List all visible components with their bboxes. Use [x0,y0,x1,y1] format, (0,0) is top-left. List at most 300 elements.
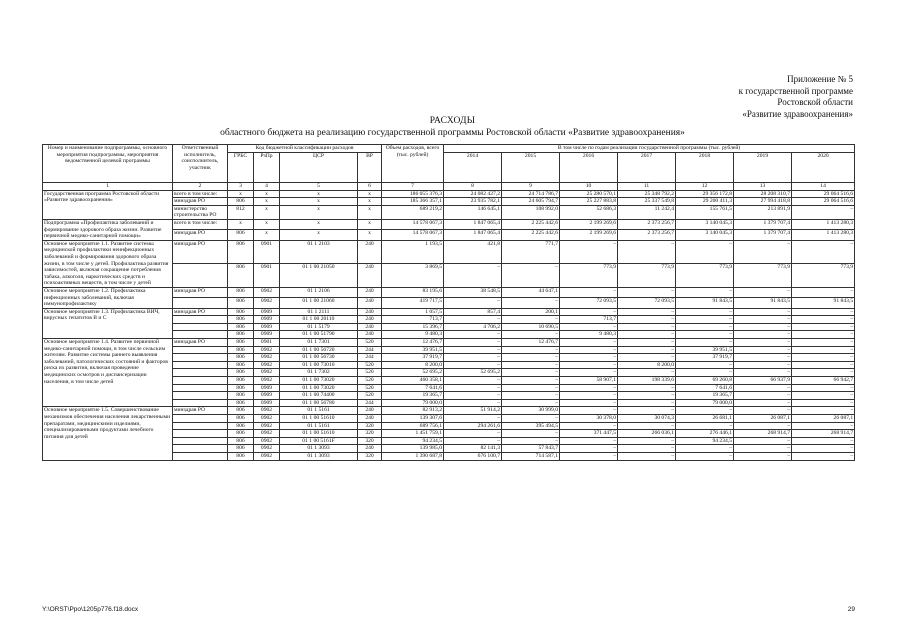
amount-cell: 12 476,7 [502,339,560,347]
amount-cell: 66 942,7 [792,377,855,385]
amount-cell: – [792,407,855,415]
amount-cell: 714 587,1 [502,452,560,460]
program-name-cell: Основное мероприятие 1.3. Профилактика ВИЧ, вирусных гепатитов В и С [43,308,173,338]
code-cell: 240 [358,240,382,264]
code-cell: 0909 [254,331,280,339]
executor-cell [173,377,228,385]
code-cell: х [280,190,358,198]
amount-cell: – [502,354,560,362]
code-cell: 01 1 00 21060 [280,298,358,308]
table-row [43,190,855,198]
amount-cell: – [560,445,618,453]
header-years-group: В том числе по годам реализации государственной программы (тыс. рублей) [444,145,855,153]
code-cell: 806 [228,264,254,288]
code-cell: х [358,230,382,240]
amount-cell: 25 337 549,8 [618,198,676,206]
amount-cell: – [734,369,792,377]
amount-cell: – [560,287,618,297]
amount-cell: – [444,316,502,324]
executor-cell [173,399,228,407]
amount-cell: – [734,339,792,347]
executor-cell [173,264,228,288]
amount-cell: 19 365,7 [382,392,444,400]
table-row [43,240,855,264]
code-cell: 806 [228,308,254,316]
amount-cell: – [444,377,502,385]
amount-cell: – [792,316,855,324]
amount-cell: 39 951,5 [382,346,444,354]
code-cell: 240 [358,264,382,288]
amount-cell: – [734,422,792,430]
amount-cell: 773,9 [560,264,618,288]
executor-cell: минздрав РО [173,230,228,240]
amount-cell: 276 446,1 [676,430,734,438]
amount-cell: – [618,331,676,339]
amount-cell: 25 348 792,2 [618,190,676,198]
amount-cell: – [618,422,676,430]
executor-cell [173,430,228,438]
code-cell: 520 [358,384,382,392]
header-year: 2019 [734,153,792,183]
code-cell: 320 [358,430,382,438]
amount-cell: – [502,392,560,400]
amount-cell: 773,9 [792,264,855,288]
amount-cell: – [618,392,676,400]
code-cell: х [358,190,382,198]
amount-cell: 12 476,7 [382,339,444,347]
amount-cell: 139 985,0 [382,445,444,453]
code-cell: 806 [228,384,254,392]
code-cell: х [254,230,280,240]
code-cell: 0901 [254,264,280,288]
amount-cell: 52 695,2 [444,369,502,377]
code-cell: 01 1 00 51610 [280,415,358,423]
budget-table [42,144,855,461]
executor-cell [173,346,228,354]
header-year: 2017 [618,153,676,183]
amount-cell: 268 914,7 [792,430,855,438]
amount-cell: – [444,264,502,288]
code-cell: 0902 [254,369,280,377]
amount-cell: – [560,240,618,264]
amount-cell: 198 339,6 [618,377,676,385]
amount-cell: 139 307,6 [382,415,444,423]
amount-cell: 8 200,0 [382,361,444,369]
code-cell: 01 1 00 73020 [280,384,358,392]
amount-cell: – [792,240,855,264]
amount-cell: 1 847 065,4 [444,230,502,240]
document-path: Y:\ORST\Ppo\1205p776.f18.docx [42,606,139,613]
amount-cell: 1 057,5 [382,308,444,316]
executor-cell [173,392,228,400]
amount-cell: 26 087,1 [734,415,792,423]
amount-cell: – [734,445,792,453]
code-cell: 806 [228,407,254,415]
amount-cell: 26 681,1 [676,415,734,423]
code-cell: 240 [358,323,382,331]
amount-cell: – [676,323,734,331]
column-number: 9 [502,183,560,191]
amount-cell: – [560,323,618,331]
amount-cell: – [676,316,734,324]
amount-cell: – [734,392,792,400]
amount-cell: – [792,384,855,392]
code-cell: 01 1 00 51610 [280,430,358,438]
amount-cell: 213 891,9 [734,205,792,219]
amount-cell: – [618,308,676,316]
column-number: 1 [43,183,173,191]
amount-cell: 24 714 786,7 [502,190,560,198]
amount-cell: 26 087,1 [792,415,855,423]
code-cell: 806 [228,399,254,407]
amount-cell: 14 578 067,3 [382,230,444,240]
code-cell: 520 [358,392,382,400]
table-row [43,287,855,297]
amount-cell: – [444,399,502,407]
amount-cell: – [792,205,855,219]
amount-cell: 1 193,5 [382,240,444,264]
amount-cell: – [502,316,560,324]
amount-cell: – [444,361,502,369]
amount-cell: – [792,308,855,316]
code-cell: 0902 [254,437,280,445]
amount-cell: 155 761,5 [676,205,734,219]
program-name-cell: Государственная программа Ростовской области «Развитие здравоохранения» [43,190,173,219]
amount-cell: – [560,422,618,430]
amount-cell: – [734,452,792,460]
amount-cell: – [502,399,560,407]
header-year: 2018 [676,153,734,183]
code-cell: 0902 [254,287,280,297]
amount-cell: – [560,346,618,354]
amount-cell: 72 093,5 [560,298,618,308]
amount-cell: 676 100,7 [444,452,502,460]
amount-cell: 51 914,2 [444,407,502,415]
amount-cell: 91 843,5 [676,298,734,308]
amount-cell: 69 260,8 [676,377,734,385]
amount-cell: – [734,308,792,316]
amount-cell: – [734,240,792,264]
code-cell: 01 1 00 51790 [280,331,358,339]
amount-cell: 29 064 516,6 [792,198,855,206]
code-cell: 806 [228,331,254,339]
executor-cell [173,452,228,460]
amount-cell: 38 548,5 [444,287,502,297]
code-cell: 320 [358,422,382,430]
code-cell: 0909 [254,323,280,331]
amount-cell: 23 935 782,1 [444,198,502,206]
amount-cell: – [792,323,855,331]
code-cell: 01 1 5179 [280,323,358,331]
amount-cell: – [444,415,502,423]
code-cell: х [280,219,358,229]
amount-cell: – [618,445,676,453]
code-cell: 240 [358,287,382,297]
amount-cell: – [502,437,560,445]
code-cell: х [228,190,254,198]
code-cell: х [358,219,382,229]
amount-cell: 1 390 687,8 [382,452,444,460]
amount-cell: 9 480,3 [560,331,618,339]
amount-cell: 30 999,0 [502,407,560,415]
amount-cell: 689 756,1 [382,422,444,430]
code-cell: 0909 [254,316,280,324]
code-cell: 0902 [254,452,280,460]
amount-cell: 460 358,1 [382,377,444,385]
amount-cell: 421,8 [444,240,502,264]
amount-cell: 27 994 418,8 [734,198,792,206]
code-cell: х [254,198,280,206]
code-cell: 806 [228,316,254,324]
amount-cell: – [560,369,618,377]
code-cell: 01 1 7301 [280,339,358,347]
code-cell: 806 [228,377,254,385]
amount-cell: – [560,339,618,347]
amount-cell: – [444,437,502,445]
amount-cell: – [734,323,792,331]
amount-cell: 2 225 442,6 [502,219,560,229]
amount-cell: 37 919,7 [676,354,734,362]
amount-cell: 146 645,1 [444,205,502,219]
amount-cell: – [618,399,676,407]
amount-cell: 79 000,0 [382,399,444,407]
amount-cell: – [444,346,502,354]
code-cell: х [228,219,254,229]
page-number: 29 [847,606,855,613]
amount-cell: 1 379 707,4 [734,230,792,240]
code-cell: 806 [228,230,254,240]
amount-cell: – [792,437,855,445]
header-code-group: Код бюджетной классификации расходов [228,145,382,153]
code-cell: 01 1 5161 [280,407,358,415]
amount-cell: – [618,407,676,415]
code-cell: 520 [358,339,382,347]
amount-cell: – [444,339,502,347]
executor-cell [173,298,228,308]
code-cell: х [254,205,280,219]
amount-cell: 28 208 310,7 [734,190,792,198]
code-cell: 01 1 5161 [280,422,358,430]
amount-cell: 773,9 [676,264,734,288]
amount-cell: – [560,399,618,407]
code-cell: 0909 [254,399,280,407]
amount-cell: – [734,361,792,369]
program-name-cell: Основное мероприятие 1.5. Совершенствование механизмов обеспечения населения лекарственными препаратами, медицинскими изделиями, специализированными продуктами лечебного питания для детей [43,407,173,460]
code-cell: х [254,190,280,198]
column-number: 11 [618,183,676,191]
code-cell: х [280,205,358,219]
code-cell: 240 [358,331,382,339]
amount-cell: 14 578 067,3 [382,219,444,229]
code-cell: 01 1 00 73010 [280,361,358,369]
header-total: Объем расходов, всего (тыс. рублей) [382,145,444,183]
code-cell: 01 1 00 56720 [280,346,358,354]
executor-cell: минздрав РО [173,407,228,415]
executor-cell: минздрав РО [173,240,228,264]
code-cell: 806 [228,287,254,297]
amount-cell: – [792,354,855,362]
amount-cell: 689 219,2 [382,205,444,219]
column-number: 6 [358,183,382,191]
amount-cell: 52 695,2 [382,369,444,377]
code-cell: 0902 [254,422,280,430]
amount-cell: 94 234,5 [382,437,444,445]
amount-cell: – [734,354,792,362]
code-cell: 806 [228,392,254,400]
amount-cell: – [560,407,618,415]
amount-cell: – [618,354,676,362]
code-cell: 0902 [254,430,280,438]
amount-cell: – [502,298,560,308]
code-cell: 806 [228,422,254,430]
amount-cell: 82 141,3 [444,445,502,453]
code-cell: 240 [358,316,382,324]
amount-cell: – [560,361,618,369]
amount-cell: – [676,331,734,339]
amount-cell: 10 690,5 [502,323,560,331]
amount-cell: – [618,346,676,354]
code-cell: 320 [358,437,382,445]
amount-cell: 11 242,4 [618,205,676,219]
code-cell: 806 [228,240,254,264]
budget-table-body [43,190,855,460]
amount-cell: – [734,399,792,407]
amount-cell: – [560,437,618,445]
amount-cell: 371 447,5 [560,430,618,438]
amount-cell: – [676,361,734,369]
amount-cell: – [502,369,560,377]
code-cell: 01 1 2106 [280,287,358,297]
code-cell: 806 [228,369,254,377]
code-cell: 806 [228,346,254,354]
code-cell: 806 [228,437,254,445]
code-cell: 244 [358,346,382,354]
amount-cell: 91 843,5 [792,298,855,308]
code-cell: 0901 [254,240,280,264]
table-row [43,339,855,347]
amount-cell: – [792,361,855,369]
amount-cell: – [618,369,676,377]
code-cell: 320 [358,452,382,460]
header-rzpr: РзПр [254,153,280,183]
column-number: 12 [676,183,734,191]
code-cell: 0909 [254,308,280,316]
amount-cell: – [560,452,618,460]
amount-cell: – [560,354,618,362]
code-cell: 0902 [254,415,280,423]
executor-cell [173,422,228,430]
executor-cell: минздрав РО [173,339,228,347]
amount-cell: 2 373 256,7 [618,219,676,229]
amount-cell: – [618,316,676,324]
amount-cell: – [792,445,855,453]
amount-cell: 266 036,1 [618,430,676,438]
code-cell: 0902 [254,445,280,453]
amount-cell: 1 413 280,3 [792,219,855,229]
amount-cell: 773,9 [618,264,676,288]
amount-cell: 66 937,9 [734,377,792,385]
executor-cell [173,361,228,369]
amount-cell: 52 686,3 [560,205,618,219]
amount-cell: – [676,240,734,264]
amount-cell: 29 064 516,6 [792,190,855,198]
approval-line-4: «Развитие здравоохранения» [742,108,853,119]
amount-cell: 7 641,6 [676,384,734,392]
code-cell: 01 1 00 5161F [280,437,358,445]
amount-cell: – [444,331,502,339]
amount-cell: 713,7 [382,316,444,324]
amount-cell: – [676,445,734,453]
code-cell: 01 1 00 74400 [280,392,358,400]
code-cell: 01 1 2111 [280,308,358,316]
amount-cell: 15 396,7 [382,323,444,331]
code-cell: 01 1 3093 [280,445,358,453]
amount-cell: 8 200,0 [618,361,676,369]
amount-cell: 30 074,3 [618,415,676,423]
amount-cell: – [734,316,792,324]
amount-cell: – [734,384,792,392]
amount-cell: – [676,287,734,297]
code-cell: 0901 [254,339,280,347]
code-cell: 240 [358,407,382,415]
executor-cell [173,415,228,423]
amount-cell: 58 907,1 [560,377,618,385]
code-cell: 240 [358,445,382,453]
executor-cell: минздрав РО [173,308,228,316]
amount-cell: 19 365,7 [676,392,734,400]
amount-cell: 1 847 065,4 [444,219,502,229]
amount-cell: 186 055 376,3 [382,190,444,198]
column-number: 14 [792,183,855,191]
code-cell: 244 [358,399,382,407]
amount-cell: – [444,392,502,400]
approval-block [593,74,853,120]
amount-cell: 3 869,5 [382,264,444,288]
executor-cell: всего в том числе: [173,219,228,229]
amount-cell: – [618,384,676,392]
code-cell: 01 1 00 21050 [280,264,358,288]
code-cell: 0909 [254,384,280,392]
code-cell: 244 [358,354,382,362]
code-cell: 0909 [254,392,280,400]
code-cell: 806 [228,361,254,369]
code-cell: 520 [358,377,382,385]
amount-cell: – [502,361,560,369]
code-cell: 806 [228,339,254,347]
amount-cell: – [792,392,855,400]
amount-cell: – [792,399,855,407]
code-cell: 806 [228,198,254,206]
code-cell: 01 1 00 56780 [280,399,358,407]
executor-cell [173,437,228,445]
amount-cell: 2 225 442,6 [502,230,560,240]
program-name-cell: Основное мероприятие 1.4. Развитие первичной медико-санитарной помощи, в том числе сельским жителям. Развитие системы раннего выявления заболеваний, патологических состояний и факторов риска их развития, включая проведение медицинских осмотров и диспансеризации населения, в том числе детей [43,339,173,407]
amount-cell: – [676,452,734,460]
amount-cell: 395 494,5 [502,422,560,430]
code-cell: 520 [358,361,382,369]
amount-cell: – [676,308,734,316]
code-cell: 0902 [254,346,280,354]
column-number: 5 [280,183,358,191]
code-cell: 806 [228,415,254,423]
amount-cell: – [502,384,560,392]
amount-cell: 29 356 172,8 [676,190,734,198]
header-name: Номер и наименование подпрограммы, основного мероприятия подпрограммы, мероприятия ведомственной целевой программы [43,145,173,183]
code-cell: х [280,198,358,206]
amount-cell: 200,1 [502,308,560,316]
amount-cell: – [618,437,676,445]
code-cell: 812 [228,205,254,219]
